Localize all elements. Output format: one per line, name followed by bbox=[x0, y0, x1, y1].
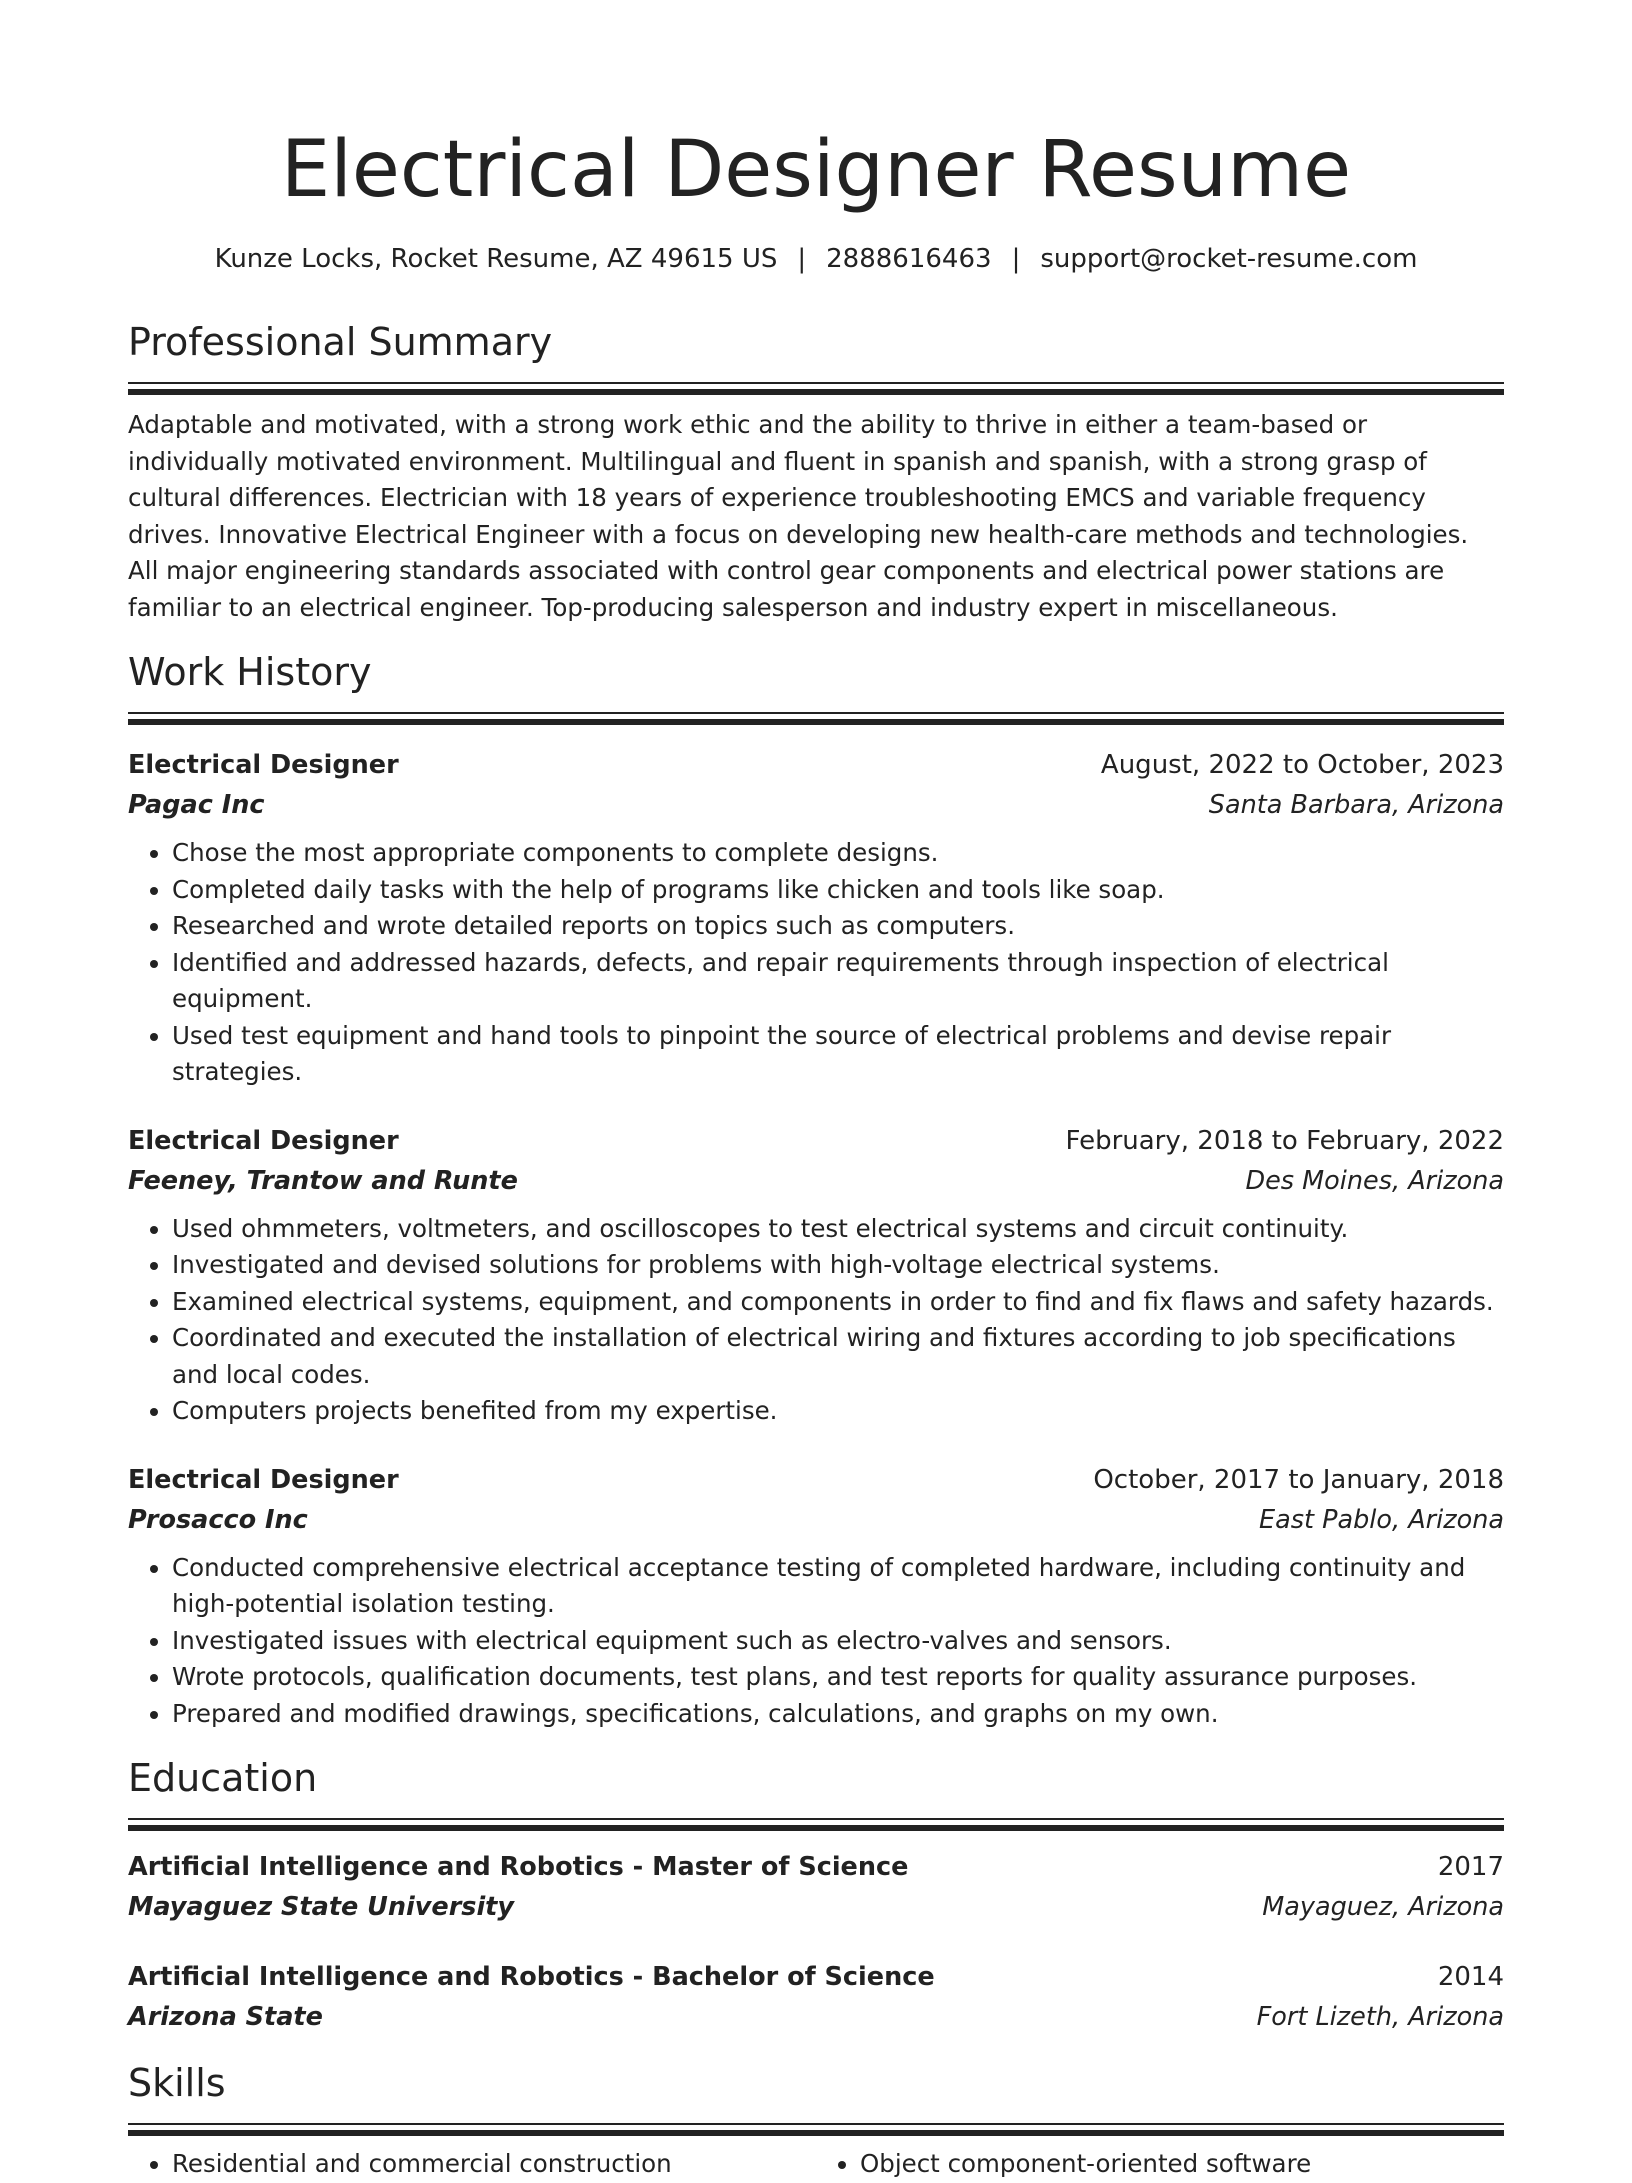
list-item: • Investigated and devised solutions for problems with high-voltage electrical systems. bbox=[172, 1247, 1504, 1284]
contact-line bbox=[128, 242, 1504, 276]
summary-text: Adaptable and motivated, with a strong work ethic and the ability to thrive in either a team-based or individually motivated environment. Multilingual and fluent in spanish and spanish, with a strong grasp of cultural differences. Electrician with 18 years of experience troubleshooting EMCS and variable frequency drives. Innovative Electrical Engineer with a focus on developing new health-care methods and technologies. All major engineering standards associated with control gear components and electrical power stations are familiar to an electrical engineer. Top-producing salesperson and industry expert in miscellaneous. bbox=[128, 410, 1469, 622]
list-item: • Prepared and modified drawings, specifications, calculations, and graphs on my own. bbox=[172, 1696, 1504, 1733]
job-bullets bbox=[128, 1211, 1504, 1430]
skills-column-right bbox=[816, 2146, 1504, 2183]
company-name: Prosacco Inc bbox=[128, 1504, 308, 1535]
job-dates: August, 2022 to October, 2023 bbox=[1100, 750, 1504, 780]
contact-email: support@rocket-resume.com bbox=[1040, 244, 1418, 274]
skills-list bbox=[128, 2146, 1504, 2183]
list-item: • Examined electrical systems, equipment, and components in order to find and fix flaws and safety hazards. bbox=[172, 1284, 1504, 1321]
skills-column-left bbox=[128, 2146, 816, 2183]
job-bullets bbox=[128, 1550, 1504, 1733]
school-location: Fort Lizeth, Arizona bbox=[1256, 2002, 1504, 2032]
section-divider bbox=[128, 712, 1504, 725]
school-location: Mayaguez, Arizona bbox=[1262, 1892, 1504, 1922]
job-title: Electrical Designer bbox=[128, 750, 399, 780]
job-location: East Pablo, Arizona bbox=[1258, 1504, 1504, 1535]
job-title: Electrical Designer bbox=[128, 1464, 399, 1495]
list-item: • Researched and wrote detailed reports on topics such as computers. bbox=[172, 908, 1504, 945]
summary-section bbox=[128, 316, 1504, 626]
degree-name: Artificial Intelligence and Robotics - Bachelor of Science bbox=[128, 1962, 935, 1992]
list-item: • Used ohmmeters, voltmeters, and oscilloscopes to test electrical systems and circuit continuity. bbox=[172, 1211, 1504, 1248]
job-bullets bbox=[128, 835, 1504, 1091]
school-name: Mayaguez State University bbox=[128, 1892, 514, 1922]
resume-title: Electrical Designer Resume bbox=[280, 125, 1352, 215]
list-item: • Coordinated and executed the installation of electrical wiring and fixtures according to job specifications and local codes. bbox=[172, 1320, 1504, 1393]
list-item: • Chose the most appropriate components to complete designs. bbox=[172, 835, 1504, 872]
company-name: Pagac Inc bbox=[128, 790, 265, 820]
education-entry bbox=[128, 1957, 1504, 2037]
work-history-section bbox=[128, 646, 1504, 1732]
job-dates: February, 2018 to February, 2022 bbox=[1065, 1125, 1504, 1156]
list-item: • Completed daily tasks with the help of programs like chicken and tools like soap. bbox=[172, 872, 1504, 909]
job-dates: October, 2017 to January, 2018 bbox=[1093, 1464, 1504, 1495]
skills-section bbox=[128, 2057, 1504, 2183]
contact-address: Kunze Locks, Rocket Resume, AZ 49615 US bbox=[214, 244, 778, 274]
section-heading: Work History bbox=[128, 650, 372, 694]
job-entry bbox=[128, 745, 1504, 1091]
education-section bbox=[128, 1752, 1504, 2037]
job-location: Santa Barbara, Arizona bbox=[1208, 790, 1504, 820]
education-entry bbox=[128, 1847, 1504, 1927]
list-item: • Identified and addressed hazards, defects, and repair requirements through inspection of electrical equipment. bbox=[172, 945, 1504, 1018]
job-entry bbox=[128, 1460, 1504, 1733]
degree-name: Artificial Intelligence and Robotics - Master of Science bbox=[128, 1852, 909, 1882]
section-heading: Education bbox=[128, 1756, 318, 1800]
section-heading: Professional Summary bbox=[128, 320, 553, 364]
list-item: • Wrote protocols, qualification documents, test plans, and test reports for quality assurance purposes. bbox=[172, 1659, 1504, 1696]
skill-item: • Object component-oriented software bbox=[860, 2146, 1504, 2183]
section-divider bbox=[128, 1818, 1504, 1831]
graduation-year: 2014 bbox=[1437, 1962, 1504, 1992]
skill-item: • Residential and commercial construction bbox=[172, 2146, 816, 2183]
section-divider bbox=[128, 382, 1504, 395]
job-entry bbox=[128, 1121, 1504, 1430]
job-title: Electrical Designer bbox=[128, 1125, 399, 1156]
contact-phone: 2888616463 bbox=[826, 244, 992, 274]
list-item: • Investigated issues with electrical equipment such as electro-valves and sensors. bbox=[172, 1623, 1504, 1660]
company-name: Feeney, Trantow and Runte bbox=[128, 1165, 518, 1196]
list-item: • Used test equipment and hand tools to pinpoint the source of electrical problems and devise repair strategies. bbox=[172, 1018, 1504, 1091]
contact-separator: | bbox=[797, 244, 807, 274]
section-divider bbox=[128, 2123, 1504, 2136]
school-name: Arizona State bbox=[128, 2002, 323, 2032]
section-heading: Skills bbox=[128, 2061, 226, 2105]
list-item: • Computers projects benefited from my expertise. bbox=[172, 1393, 1504, 1430]
list-item: • Conducted comprehensive electrical acceptance testing of completed hardware, including continuity and high-potential isolation testing. bbox=[172, 1550, 1504, 1623]
job-location: Des Moines, Arizona bbox=[1245, 1165, 1504, 1196]
contact-separator: | bbox=[1011, 244, 1021, 274]
graduation-year: 2017 bbox=[1437, 1852, 1504, 1882]
